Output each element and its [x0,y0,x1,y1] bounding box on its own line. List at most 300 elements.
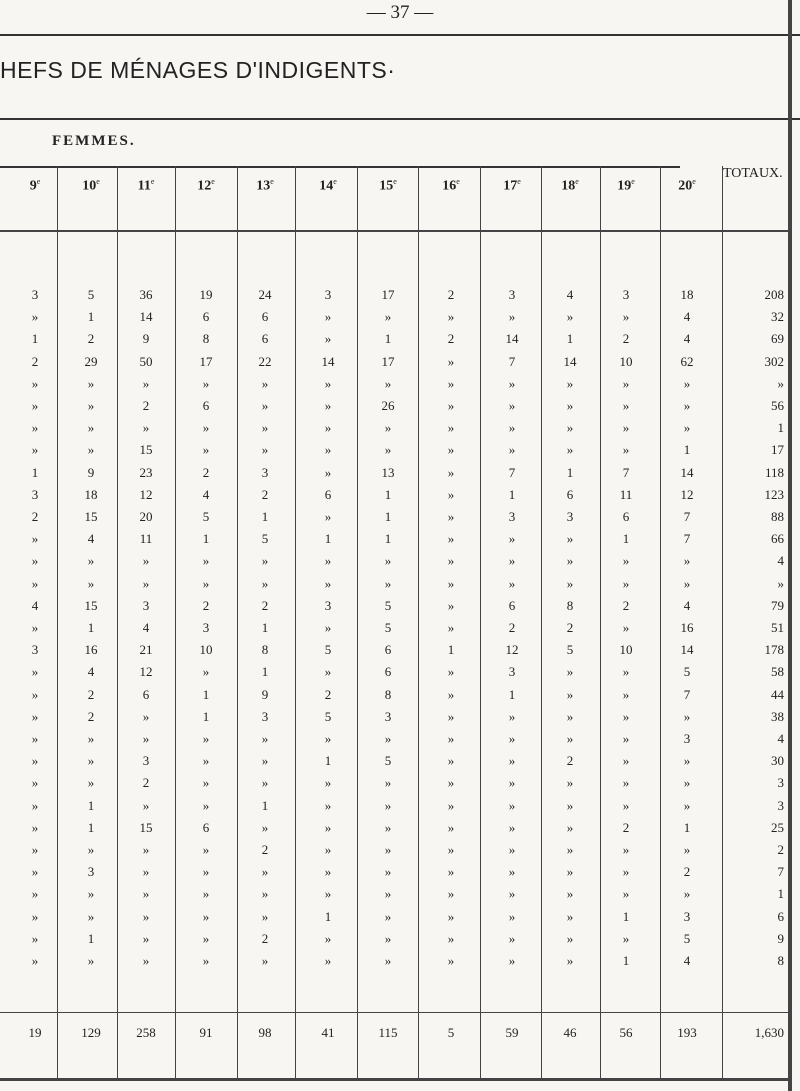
table-cell: » [142,708,150,724]
table-cell: 2 [261,842,269,857]
table-cell: » [566,908,574,924]
table-cell: 2 [622,331,630,347]
table-cell: » [142,842,150,857]
table-cell: 5 [683,930,691,946]
column-total-cell: 91 [199,1025,213,1040]
table-cell: » [508,930,516,946]
table-cell: 14 [680,642,694,658]
table-cell: » [447,375,455,391]
table-cell: » [202,775,210,791]
table-cell: » [622,442,630,458]
column-total-cell: 193 [677,1025,697,1040]
table-cell: 7 [683,531,691,547]
table-cell: 4 [87,664,95,680]
table-cell: » [447,842,455,857]
column-header-number: 13 [256,178,271,194]
table-cell: 12 [139,486,153,502]
table-cell: 3 [31,287,39,302]
table-cell: » [202,731,210,746]
table-cell: » [566,864,574,880]
table-cell: » [87,886,95,902]
table-cell: 5 [202,509,210,524]
table-cell: » [31,664,39,680]
table-cell: 1 [384,531,392,547]
table-cell: 7 [508,464,516,480]
table-cell: » [447,753,455,769]
table-cell: » [324,553,332,569]
table-cell: » [508,375,516,391]
table-cell: » [87,731,95,746]
bottom-rule [0,1078,788,1081]
column-header-suffix: e [631,177,635,186]
table-cell: 13 [381,464,395,480]
column-header [66,174,116,195]
table-cell: » [683,420,691,436]
table-cell: » [508,708,516,724]
table-cell: » [202,842,210,857]
table-cell: » [384,953,392,968]
table-cell: 4 [683,953,691,968]
table-cell: » [566,531,574,547]
table-cell: 2 [324,686,332,702]
column-header-suffix: e [36,177,41,186]
table-cell: 1 [384,509,392,524]
table-cell: 21 [139,642,153,658]
table-cell: » [31,620,39,635]
table-cell: » [261,575,269,591]
table-cell: » [622,686,630,702]
table-cell: 6 [202,398,210,413]
table-cell: 1 [324,531,332,547]
top-rule [0,34,800,36]
column-header-suffix: e [393,177,397,186]
table-cell: » [31,375,39,391]
row-total-cell: 123 [764,486,784,502]
table-cell: » [683,553,691,569]
table-cell: 1 [683,442,691,458]
table-cell: 1 [31,464,39,480]
column-header-suffix: e [270,177,274,186]
column-header-suffix: e [96,177,100,186]
table-cell: » [142,886,150,902]
column-rule [237,166,238,1078]
table-cell: 1 [324,908,332,924]
table-cell: » [447,553,455,569]
column-header-number: 16 [442,178,457,194]
table-cell: » [142,864,150,880]
table-cell: » [447,309,455,325]
table-cell: » [566,686,574,702]
table-cell: 2 [508,620,516,635]
table-cell: 3 [324,287,332,302]
row-total-cell: 4 [777,553,784,569]
column-header-number: 11 [137,178,151,194]
table-cell: » [384,553,392,569]
table-cell: 1 [31,331,39,347]
table-cell: » [261,731,269,746]
column-rule [357,166,358,1078]
table-cell: 36 [139,287,153,302]
row-total-cell: 30 [771,753,784,769]
table-cell: 5 [384,753,392,769]
table-cell: » [31,708,39,724]
table-cell: 5 [324,642,332,658]
table-cell: 1 [622,531,630,547]
table-cell: » [622,575,630,591]
row-total-cell: 79 [771,597,784,613]
table-cell: 16 [84,642,98,658]
column-header-suffix: e [456,177,460,186]
table-cell: » [508,953,516,968]
table-cell: » [683,797,691,813]
table-cell: » [202,442,210,458]
table-cell: 4 [566,287,574,302]
column-header-number: 20 [678,178,693,194]
column-rule [722,166,723,1078]
table-cell: 8 [261,642,269,658]
table-cell: » [142,420,150,436]
table-cell: 17 [381,353,395,369]
table-cell: » [31,819,39,835]
table-cell: 15 [84,509,98,524]
table-cell: 2 [447,287,455,302]
table-cell: » [622,664,630,680]
row-total-cell: » [777,375,784,391]
row-total-cell: » [777,575,784,591]
table-cell: 7 [683,686,691,702]
table-cell: » [31,930,39,946]
table-cell: 18 [84,486,98,502]
column-total-cell: 115 [378,1025,398,1040]
table-cell: » [447,864,455,880]
table-cell: » [31,797,39,813]
table-cell: » [447,620,455,635]
table-cell: » [384,842,392,857]
table-cell: 1 [261,664,269,680]
column-rule [788,118,789,1078]
table-cell: » [324,864,332,880]
table-cell: 1 [87,930,95,946]
table-cell: 4 [87,531,95,547]
table-cell: » [508,575,516,591]
table-cell: 11 [619,486,633,502]
row-total-cell: 8 [777,953,784,968]
table-cell: 2 [261,597,269,613]
table-cell: 3 [566,509,574,524]
table-cell: » [31,575,39,591]
table-cell: 6 [384,642,392,658]
table-cell: » [202,420,210,436]
table-cell: » [87,420,95,436]
table-cell: 2 [31,353,39,369]
table-cell: » [142,953,150,968]
table-cell: 16 [680,620,694,635]
table-cell: 1 [202,531,210,547]
table-cell: 8 [202,331,210,347]
row-total-cell: 44 [771,686,784,702]
column-header-number: 10 [82,178,97,194]
column-total-cell: 98 [258,1025,272,1040]
table-cell: 8 [566,597,574,613]
row-total-cell: 4 [777,731,784,746]
table-cell: » [566,575,574,591]
column-rule [295,166,296,1078]
table-cell: » [447,819,455,835]
column-header [181,174,231,195]
table-cell: 3 [683,731,691,746]
row-total-cell: 38 [771,708,784,724]
table-cell: » [31,531,39,547]
table-cell: 2 [142,398,150,413]
table-cell: » [447,886,455,902]
table-cell: » [622,309,630,325]
table-cell: » [202,664,210,680]
table-cell: » [508,398,516,413]
table-cell: 9 [261,686,269,702]
table-cell: 4 [142,620,150,635]
table-cell: 26 [381,398,395,413]
table-cell: » [142,731,150,746]
table-cell: » [683,842,691,857]
table-cell: » [447,442,455,458]
table-cell: » [447,398,455,413]
row-total-cell: 58 [771,664,784,680]
table-cell: » [566,708,574,724]
table-cell: » [566,420,574,436]
column-header-number: 9 [29,178,37,194]
table-cell: 3 [683,908,691,924]
table-cell: 3 [508,509,516,524]
column-header [121,174,171,195]
table-cell: » [384,375,392,391]
column-total-cell: 258 [136,1025,156,1040]
table-cell: 1 [324,753,332,769]
table-cell: » [447,708,455,724]
table-cell: » [87,753,95,769]
row-total-cell: 6 [777,908,784,924]
table-cell: » [566,886,574,902]
table-cell: 3 [261,464,269,480]
table-cell: 6 [324,486,332,502]
table-cell: 62 [680,353,694,369]
table-cell: 1 [622,908,630,924]
row-total-cell: 25 [771,819,784,835]
column-header [662,174,712,195]
table-cell: » [508,553,516,569]
table-cell: 2 [261,930,269,946]
row-total-cell: 1 [777,886,784,902]
column-rule [175,166,176,1078]
table-cell: » [508,886,516,902]
table-cell: » [447,575,455,591]
table-cell: 2 [142,775,150,791]
column-header-number: 19 [617,178,632,194]
table-cell: » [622,398,630,413]
column-total-cell: 46 [563,1025,577,1040]
table-cell: » [31,864,39,880]
column-header-suffix: e [575,177,579,186]
table-cell: » [384,886,392,902]
table-cell: 10 [199,642,213,658]
row-total-cell: 118 [764,464,784,480]
column-header [363,174,413,195]
table-cell: » [622,775,630,791]
column-header [240,174,290,195]
column-rule [541,166,542,1078]
row-total-cell: 2 [777,842,784,857]
table-cell: 1 [683,819,691,835]
table-cell: » [324,819,332,835]
column-header [303,174,353,195]
table-cell: » [622,731,630,746]
table-cell: » [566,842,574,857]
table-cell: » [447,775,455,791]
table-cell: » [384,309,392,325]
column-header [426,174,476,195]
table-cell: 12 [139,664,153,680]
title-rule [0,118,800,120]
table-cell: » [31,553,39,569]
table-cell: 10 [619,353,633,369]
table-cell: » [508,864,516,880]
column-total-cell: 19 [28,1025,42,1040]
table-cell: 1 [87,819,95,835]
row-total-cell: 302 [764,353,784,369]
table-cell: 2 [202,464,210,480]
table-cell: 4 [202,486,210,502]
table-cell: » [447,686,455,702]
table-cell: 8 [384,686,392,702]
table-cell: 6 [384,664,392,680]
table-cell: » [508,908,516,924]
table-cell: 10 [619,642,633,658]
table-cell: 3 [31,486,39,502]
table-cell: » [261,864,269,880]
table-cell: » [324,375,332,391]
table-cell: » [566,375,574,391]
table-cell: 1 [622,953,630,968]
table-cell: » [261,420,269,436]
table-cell: 3 [87,864,95,880]
table-cell: 3 [508,287,516,302]
table-cell: » [261,953,269,968]
table-cell: 2 [566,620,574,635]
table-cell: » [31,420,39,436]
column-rule [660,166,661,1078]
table-cell: 2 [622,819,630,835]
table-cell: 23 [139,464,153,480]
table-cell: » [324,797,332,813]
table-cell: 3 [142,597,150,613]
table-cell: » [31,908,39,924]
table-cell: » [142,553,150,569]
group-label: FEMMES. [52,133,136,149]
table-cell: 2 [202,597,210,613]
table-cell: 3 [622,287,630,302]
table-cell: » [261,775,269,791]
table-cell: 2 [447,331,455,347]
row-total-cell: 9 [777,930,784,946]
table-cell: » [202,375,210,391]
table-cell: » [261,886,269,902]
table-cell: » [31,886,39,902]
row-total-cell: 66 [771,531,784,547]
table-cell: » [384,731,392,746]
table-cell: » [31,309,39,325]
table-cell: » [261,375,269,391]
table-cell: 1 [566,464,574,480]
table-cell: 1 [87,620,95,635]
table-cell: » [324,575,332,591]
table-cell: 5 [566,642,574,658]
table-cell: 6 [261,309,269,325]
table-cell: » [622,708,630,724]
table-cell: » [566,930,574,946]
table-cell: » [384,819,392,835]
table-cell: 24 [258,287,272,302]
table-cell: » [202,953,210,968]
table-cell: 5 [261,531,269,547]
column-header-suffix: e [333,177,337,186]
table-cell: 6 [508,597,516,613]
table-cell: 6 [202,309,210,325]
table-cell: 2 [31,509,39,524]
row-total-cell: 88 [771,509,784,524]
table-cell: » [261,753,269,769]
table-cell: » [31,842,39,857]
table-cell: » [142,930,150,946]
column-header [487,174,537,195]
table-cell: » [447,353,455,369]
table-cell: 4 [31,597,39,613]
column-total-cell: 5 [447,1025,455,1040]
table-cell: 7 [683,509,691,524]
header-rule [0,230,788,232]
table-cell: 1 [261,797,269,813]
column-header-number: 15 [379,178,394,194]
table-cell: » [622,553,630,569]
column-header [10,174,60,195]
table-cell: 5 [87,287,95,302]
table-cell: » [384,442,392,458]
row-total-cell: 178 [764,642,784,658]
table-cell: » [202,575,210,591]
table-cell: » [566,664,574,680]
table-cell: 2 [87,331,95,347]
table-cell: » [324,953,332,968]
column-rule [418,166,419,1078]
row-total-cell: 3 [777,797,784,813]
table-cell: 2 [683,864,691,880]
table-cell: » [447,908,455,924]
table-cell: 1 [384,486,392,502]
table-cell: » [622,864,630,880]
table-cell: 1 [261,509,269,524]
table-cell: » [87,575,95,591]
table-cell: 3 [142,753,150,769]
table-cell: 14 [139,309,153,325]
table-cell: » [324,886,332,902]
table-cell: » [566,442,574,458]
table-cell: 7 [622,464,630,480]
table-cell: » [447,930,455,946]
table-cell: 6 [261,331,269,347]
table-cell: » [508,842,516,857]
table-cell: 18 [680,287,694,302]
table-cell: » [566,553,574,569]
table-cell: 2 [87,708,95,724]
table-cell: 15 [84,597,98,613]
